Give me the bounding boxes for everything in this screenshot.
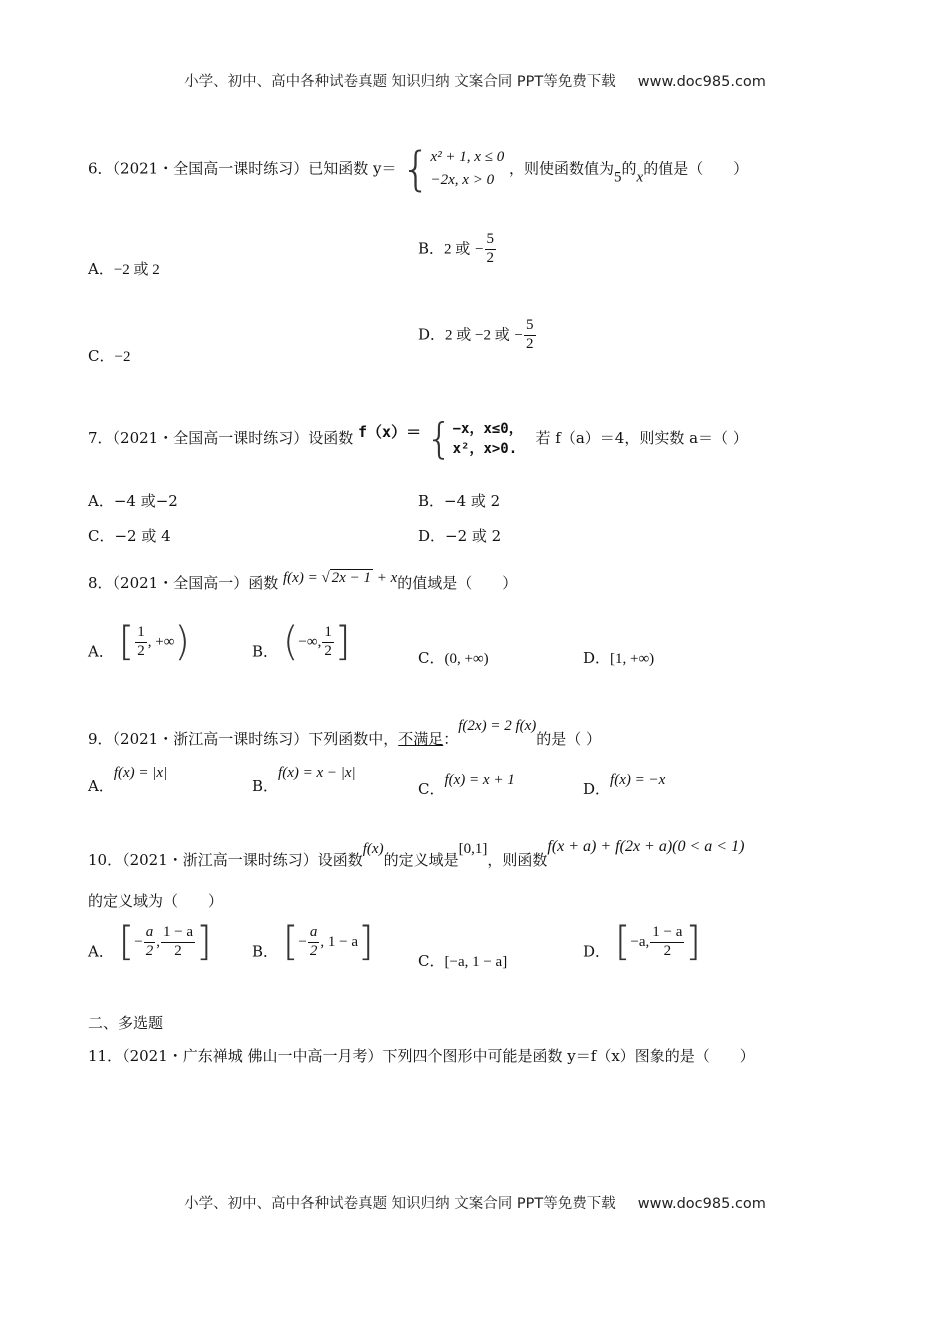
option-text: 2 或: [444, 241, 471, 258]
q10-fx: f(x): [362, 841, 384, 857]
q9-option-a[interactable]: A．f(x) = |x|: [88, 765, 168, 795]
header-text: 小学、初中、高中各种试卷真题 知识归纳 文案合同 PPT等免费下载: [184, 74, 616, 90]
question-11: 11．（2021・广东禅城 佛山一中高一月考）下列四个图形中可能是函数 y＝f（x）图象的是（ ）: [88, 1047, 755, 1065]
q7-case-1: −x，x≤0，: [452, 420, 523, 437]
q9-not: 不满足: [398, 730, 444, 748]
q8-a-interval: [ $\frac{1}{2}$ , +∞ ): [118, 619, 190, 665]
fraction: $\frac{5}{2}$: [486, 231, 495, 266]
q7-option-c[interactable]: C．−2 或 4: [88, 527, 171, 545]
q10-option-d[interactable]: D． [ −a, $\frac{1 - a}{2}$ ]: [583, 919, 702, 965]
footer-text: 小学、初中、高中各种试卷真题 知识归纳 文案合同 PPT等免费下载: [184, 1196, 616, 1212]
q8-b-interval: ( −∞, $\frac{1}{2}$ ]: [282, 619, 351, 665]
question-10: 10．（2021・浙江高一课时练习）设函数f(x)的定义域是[0,1]，则函数f(x + a) + f(2x + a)(0 < a < 1): [88, 838, 745, 869]
q10-stem: 10．（2021・浙江高一课时练习）设函数: [88, 851, 363, 869]
q7-piecewise: { −x，x≤0， x²，x>0.: [425, 414, 523, 463]
q6-case-2: −2x, x > 0: [430, 172, 495, 189]
q9-tail: 的是（ ）: [536, 730, 602, 748]
q8-option-d[interactable]: D．[1, +∞): [583, 649, 655, 667]
q6-option-d[interactable]: [418, 318, 537, 353]
q6-piecewise: { x² + 1, x ≤ 0 −2x, x > 0: [401, 142, 505, 197]
q10-option-c[interactable]: C．[−a, 1 − a]: [418, 952, 508, 970]
q9-option-b[interactable]: B．f(x) = x − |x|: [252, 765, 356, 795]
q7-option-d[interactable]: D．−2 或 2: [418, 527, 502, 545]
q9-option-d[interactable]: D．f(x) = −x: [583, 772, 666, 798]
option-label: D．: [418, 325, 446, 344]
question-7: [88, 414, 748, 463]
option-text: −2: [114, 349, 131, 365]
q7-option-b[interactable]: B．−4 或 2: [418, 492, 501, 510]
question-9: 9．（2021・浙江高一课时练习）下列函数中，不满足：f(2x) = 2 f(x)的是（ ）: [88, 718, 602, 748]
q10-option-b[interactable]: B． [ − $\frac{a}{2}$ , 1 − a ]: [252, 919, 374, 965]
option-label: A．: [88, 260, 114, 278]
q7-fx: f（x）＝: [358, 423, 422, 441]
q9-option-c[interactable]: C．f(x) = x + 1: [418, 772, 515, 798]
q6-tail-2: 的: [621, 159, 637, 178]
fraction: $\frac{5}{2}$: [526, 317, 534, 352]
q6-case-1: x² + 1, x ≤ 0: [430, 149, 505, 165]
q6-five: 5: [614, 169, 622, 186]
footer-url[interactable]: www.doc985.com: [637, 1196, 766, 1212]
page-footer: [0, 1192, 950, 1213]
section-title: 二、多选题: [88, 1014, 164, 1032]
q8-stem: 8．（2021・全国高一）函数: [88, 574, 279, 592]
q6-x: x: [636, 169, 644, 186]
q10-func: f(x + a) + f(2x + a)(0 < a < 1): [547, 838, 745, 855]
option-text: −2 或 2: [113, 262, 160, 278]
q7-option-a[interactable]: A．−4 或−2: [88, 492, 178, 510]
q8-tail: 的值域是（ ）: [397, 574, 518, 592]
q6-option-b[interactable]: [418, 232, 497, 267]
q6-stem: 6．（2021・全国高一课时练习）已知函数 y＝: [88, 159, 397, 178]
q7-stem: 7．（2021・全国高一课时练习）设函数: [88, 429, 354, 447]
q8-func: f(x) = √ 2x − 1 + x: [283, 570, 398, 586]
header-url[interactable]: www.doc985.com: [637, 74, 766, 90]
option-text: 2 或 −2 或: [445, 327, 510, 344]
q7-tail: 若 f（a）＝4，则实数 a＝（ ）: [535, 429, 748, 447]
page-header: [0, 70, 950, 91]
q7-case-2: x²，x>0.: [452, 441, 518, 457]
neg-sign: −: [475, 241, 484, 258]
q8-option-a[interactable]: A． [ $\frac{1}{2}$ , +∞ ): [88, 619, 190, 665]
q6-tail-1: ，则使函数值为: [508, 159, 614, 178]
option-label: C．: [88, 347, 115, 365]
question-6: [88, 142, 749, 197]
q6-tail-3: 的值是（ ）: [643, 159, 749, 178]
neg-sign: −: [514, 327, 523, 344]
q8-option-b[interactable]: B． ( −∞, $\frac{1}{2}$ ]: [252, 619, 351, 665]
q10-line-2: 的定义域为（ ）: [88, 892, 224, 910]
option-label: B．: [418, 239, 445, 258]
q10-option-a[interactable]: A． [ − $\frac{a}{2}$ , $\frac{1 - a}{2}$ ]: [88, 919, 212, 965]
q9-stem: 9．（2021・浙江高一课时练习）下列函数中，: [88, 730, 399, 748]
q10-domain: [0,1]: [458, 841, 488, 857]
q9-cond: f(2x) = 2 f(x): [458, 718, 537, 734]
q8-option-c[interactable]: C．(0, +∞): [418, 649, 489, 667]
q6-option-a[interactable]: [88, 258, 160, 279]
question-8: [88, 570, 517, 593]
q6-option-c[interactable]: [88, 345, 130, 366]
